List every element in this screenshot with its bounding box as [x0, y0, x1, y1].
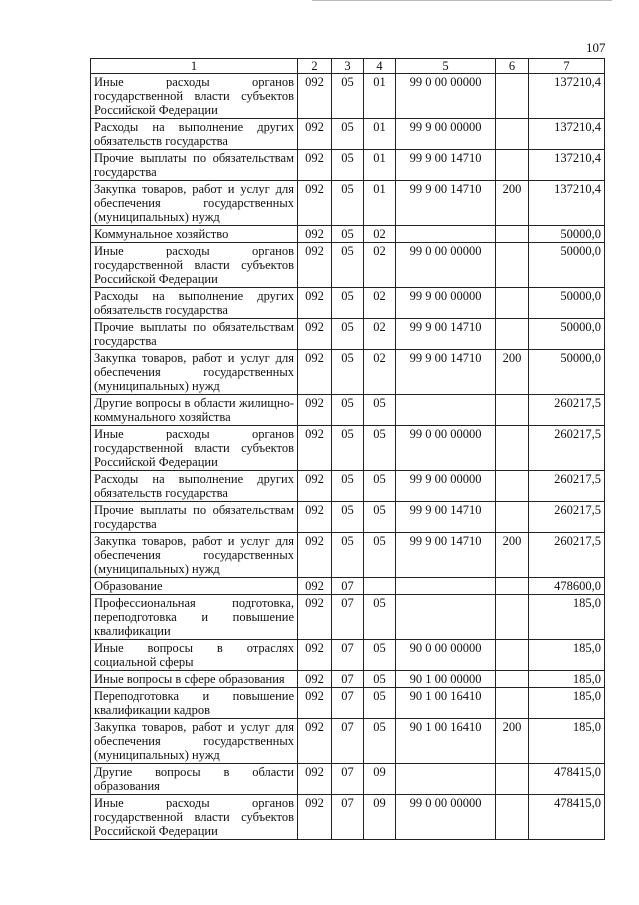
item-name-cell: Иные расходы органов государственной власти субъектов Российской Федерации: [91, 795, 298, 840]
column-header: 7: [529, 59, 605, 74]
amount-cell: 185,0: [529, 640, 605, 671]
code-section-cell: 05: [332, 350, 364, 395]
amount-cell: 185,0: [529, 719, 605, 764]
code-expense-type-cell: 200: [496, 350, 529, 395]
amount-cell: 137210,4: [529, 74, 605, 119]
code-subsection-cell: [364, 578, 396, 595]
code-ministry-cell: 092: [298, 764, 332, 795]
code-subsection-cell: 05: [364, 640, 396, 671]
table-row: [91, 319, 605, 350]
amount-cell: 260217,5: [529, 426, 605, 471]
item-name-cell: Прочие выплаты по обязательствам государства: [91, 319, 298, 350]
code-target-article-cell: [396, 395, 496, 426]
amount-cell: 260217,5: [529, 502, 605, 533]
code-section-cell: 05: [332, 471, 364, 502]
code-subsection-cell: 01: [364, 119, 396, 150]
code-subsection-cell: 01: [364, 74, 396, 119]
item-name-cell: Другие вопросы в области образования: [91, 764, 298, 795]
code-ministry-cell: 092: [298, 578, 332, 595]
code-ministry-cell: 092: [298, 640, 332, 671]
code-section-cell: 05: [332, 119, 364, 150]
code-target-article-cell: [396, 595, 496, 640]
item-name-cell: Закупка товаров, работ и услуг для обеспечения государственных (муниципальных) нужд: [91, 533, 298, 578]
amount-cell: 478415,0: [529, 795, 605, 840]
code-target-article-cell: 99 9 00 14710: [396, 502, 496, 533]
code-section-cell: 05: [332, 243, 364, 288]
item-name-cell: Закупка товаров, работ и услуг для обеспечения государственных (муниципальных) нужд: [91, 719, 298, 764]
code-subsection-cell: 09: [364, 795, 396, 840]
code-subsection-cell: 05: [364, 426, 396, 471]
table-row: [91, 795, 605, 840]
code-target-article-cell: 99 0 00 00000: [396, 243, 496, 288]
code-expense-type-cell: [496, 74, 529, 119]
amount-cell: 478600,0: [529, 578, 605, 595]
table-body: [91, 74, 605, 840]
code-ministry-cell: 092: [298, 795, 332, 840]
item-name-cell: Иные расходы органов государственной власти субъектов Российской Федерации: [91, 243, 298, 288]
code-expense-type-cell: [496, 319, 529, 350]
item-name-cell: Иные вопросы в отраслях социальной сферы: [91, 640, 298, 671]
column-header: 4: [364, 59, 396, 74]
table-row: [91, 119, 605, 150]
column-header: 3: [332, 59, 364, 74]
column-header: 1: [91, 59, 298, 74]
item-name-cell: Переподготовка и повышение квалификации кадров: [91, 688, 298, 719]
item-name-cell: Иные расходы органов государственной власти субъектов Российской Федерации: [91, 74, 298, 119]
amount-cell: 137210,4: [529, 150, 605, 181]
table-row: [91, 640, 605, 671]
code-ministry-cell: 092: [298, 671, 332, 688]
code-subsection-cell: 02: [364, 288, 396, 319]
code-target-article-cell: 99 9 00 00000: [396, 288, 496, 319]
code-section-cell: 07: [332, 595, 364, 640]
code-target-article-cell: 99 9 00 00000: [396, 119, 496, 150]
code-expense-type-cell: [496, 426, 529, 471]
code-target-article-cell: 99 9 00 14710: [396, 533, 496, 578]
amount-cell: 185,0: [529, 671, 605, 688]
item-name-cell: Закупка товаров, работ и услуг для обеспечения государственных (муниципальных) нужд: [91, 350, 298, 395]
table-row: [91, 719, 605, 764]
table-row: [91, 226, 605, 243]
amount-cell: 478415,0: [529, 764, 605, 795]
code-expense-type-cell: [496, 395, 529, 426]
code-expense-type-cell: [496, 640, 529, 671]
code-section-cell: 05: [332, 395, 364, 426]
code-ministry-cell: 092: [298, 150, 332, 181]
amount-cell: 50000,0: [529, 319, 605, 350]
amount-cell: 185,0: [529, 595, 605, 640]
code-section-cell: 05: [332, 533, 364, 578]
table-row: [91, 764, 605, 795]
code-section-cell: 05: [332, 150, 364, 181]
amount-cell: 260217,5: [529, 395, 605, 426]
code-expense-type-cell: [496, 688, 529, 719]
code-target-article-cell: [396, 764, 496, 795]
code-expense-type-cell: [496, 243, 529, 288]
code-expense-type-cell: [496, 795, 529, 840]
code-section-cell: 07: [332, 764, 364, 795]
item-name-cell: Расходы на выполнение других обязательств государства: [91, 119, 298, 150]
code-ministry-cell: 092: [298, 395, 332, 426]
amount-cell: 50000,0: [529, 226, 605, 243]
code-section-cell: 05: [332, 426, 364, 471]
column-header: 5: [396, 59, 496, 74]
code-subsection-cell: 02: [364, 350, 396, 395]
code-subsection-cell: 02: [364, 319, 396, 350]
table-row: [91, 350, 605, 395]
code-ministry-cell: 092: [298, 471, 332, 502]
item-name-cell: Прочие выплаты по обязательствам государства: [91, 502, 298, 533]
item-name-cell: Расходы на выполнение других обязательств государства: [91, 288, 298, 319]
code-subsection-cell: 05: [364, 671, 396, 688]
code-subsection-cell: 05: [364, 471, 396, 502]
code-expense-type-cell: [496, 502, 529, 533]
code-ministry-cell: 092: [298, 688, 332, 719]
table-row: [91, 578, 605, 595]
code-section-cell: 05: [332, 74, 364, 119]
code-section-cell: 07: [332, 688, 364, 719]
code-section-cell: 05: [332, 502, 364, 533]
header-row: [91, 59, 605, 74]
code-subsection-cell: 02: [364, 243, 396, 288]
amount-cell: 50000,0: [529, 288, 605, 319]
column-header: 6: [496, 59, 529, 74]
code-ministry-cell: 092: [298, 426, 332, 471]
code-target-article-cell: 90 1 00 00000: [396, 671, 496, 688]
code-ministry-cell: 092: [298, 243, 332, 288]
code-subsection-cell: 09: [364, 764, 396, 795]
code-expense-type-cell: [496, 288, 529, 319]
amount-cell: 137210,4: [529, 181, 605, 226]
code-ministry-cell: 092: [298, 350, 332, 395]
table-row: [91, 181, 605, 226]
item-name-cell: Закупка товаров, работ и услуг для обеспечения государственных (муниципальных) нужд: [91, 181, 298, 226]
table-row: [91, 688, 605, 719]
amount-cell: 50000,0: [529, 243, 605, 288]
table-row: [91, 502, 605, 533]
table-row: [91, 533, 605, 578]
amount-cell: 260217,5: [529, 471, 605, 502]
scan-edge-line: [312, 0, 612, 1]
table-row: [91, 150, 605, 181]
item-name-cell: Прочие выплаты по обязательствам государства: [91, 150, 298, 181]
code-section-cell: 07: [332, 795, 364, 840]
code-section-cell: 07: [332, 578, 364, 595]
item-name-cell: Образование: [91, 578, 298, 595]
code-ministry-cell: 092: [298, 181, 332, 226]
code-expense-type-cell: [496, 764, 529, 795]
code-expense-type-cell: [496, 226, 529, 243]
amount-cell: 260217,5: [529, 533, 605, 578]
table-row: [91, 595, 605, 640]
code-target-article-cell: [396, 226, 496, 243]
code-ministry-cell: 092: [298, 319, 332, 350]
code-target-article-cell: 99 9 00 14710: [396, 181, 496, 226]
code-subsection-cell: 05: [364, 395, 396, 426]
code-target-article-cell: 90 1 00 16410: [396, 688, 496, 719]
code-subsection-cell: 05: [364, 595, 396, 640]
code-target-article-cell: 99 9 00 14710: [396, 350, 496, 395]
code-target-article-cell: 99 0 00 00000: [396, 426, 496, 471]
code-ministry-cell: 092: [298, 288, 332, 319]
table-row: [91, 426, 605, 471]
amount-cell: 137210,4: [529, 119, 605, 150]
code-target-article-cell: 99 0 00 00000: [396, 74, 496, 119]
amount-cell: 50000,0: [529, 350, 605, 395]
code-ministry-cell: 092: [298, 719, 332, 764]
item-name-cell: Другие вопросы в области жилищно-коммунального хозяйства: [91, 395, 298, 426]
budget-table: [90, 58, 605, 840]
code-subsection-cell: 05: [364, 688, 396, 719]
column-header: 2: [298, 59, 332, 74]
code-section-cell: 07: [332, 671, 364, 688]
code-target-article-cell: 99 9 00 14710: [396, 150, 496, 181]
code-subsection-cell: 02: [364, 226, 396, 243]
code-section-cell: 07: [332, 640, 364, 671]
code-expense-type-cell: 200: [496, 181, 529, 226]
code-ministry-cell: 092: [298, 74, 332, 119]
code-target-article-cell: 99 0 00 00000: [396, 795, 496, 840]
item-name-cell: Коммунальное хозяйство: [91, 226, 298, 243]
code-ministry-cell: 092: [298, 595, 332, 640]
table-row: [91, 288, 605, 319]
code-expense-type-cell: [496, 671, 529, 688]
code-target-article-cell: 99 9 00 00000: [396, 471, 496, 502]
item-name-cell: Расходы на выполнение других обязательств государства: [91, 471, 298, 502]
code-expense-type-cell: [496, 595, 529, 640]
code-ministry-cell: 092: [298, 119, 332, 150]
code-section-cell: 05: [332, 226, 364, 243]
code-subsection-cell: 05: [364, 502, 396, 533]
page-number: 107: [586, 40, 606, 55]
table-row: [91, 395, 605, 426]
code-expense-type-cell: [496, 150, 529, 181]
code-section-cell: 07: [332, 719, 364, 764]
code-subsection-cell: 05: [364, 533, 396, 578]
item-name-cell: Иные расходы органов государственной власти субъектов Российской Федерации: [91, 426, 298, 471]
code-ministry-cell: 092: [298, 533, 332, 578]
code-section-cell: 05: [332, 288, 364, 319]
table-row: [91, 471, 605, 502]
code-target-article-cell: [396, 578, 496, 595]
table-row: [91, 74, 605, 119]
table-row: [91, 243, 605, 288]
code-subsection-cell: 05: [364, 719, 396, 764]
code-target-article-cell: 99 9 00 14710: [396, 319, 496, 350]
code-ministry-cell: 092: [298, 226, 332, 243]
code-subsection-cell: 01: [364, 150, 396, 181]
code-section-cell: 05: [332, 319, 364, 350]
code-expense-type-cell: [496, 471, 529, 502]
code-section-cell: 05: [332, 181, 364, 226]
code-ministry-cell: 092: [298, 502, 332, 533]
code-expense-type-cell: 200: [496, 719, 529, 764]
table-row: [91, 671, 605, 688]
item-name-cell: Иные вопросы в сфере образования: [91, 671, 298, 688]
code-subsection-cell: 01: [364, 181, 396, 226]
code-target-article-cell: 90 1 00 16410: [396, 719, 496, 764]
amount-cell: 185,0: [529, 688, 605, 719]
code-target-article-cell: 90 0 00 00000: [396, 640, 496, 671]
code-expense-type-cell: [496, 578, 529, 595]
item-name-cell: Профессиональная подготовка, переподготовка и повышение квалификации: [91, 595, 298, 640]
code-expense-type-cell: 200: [496, 533, 529, 578]
code-expense-type-cell: [496, 119, 529, 150]
